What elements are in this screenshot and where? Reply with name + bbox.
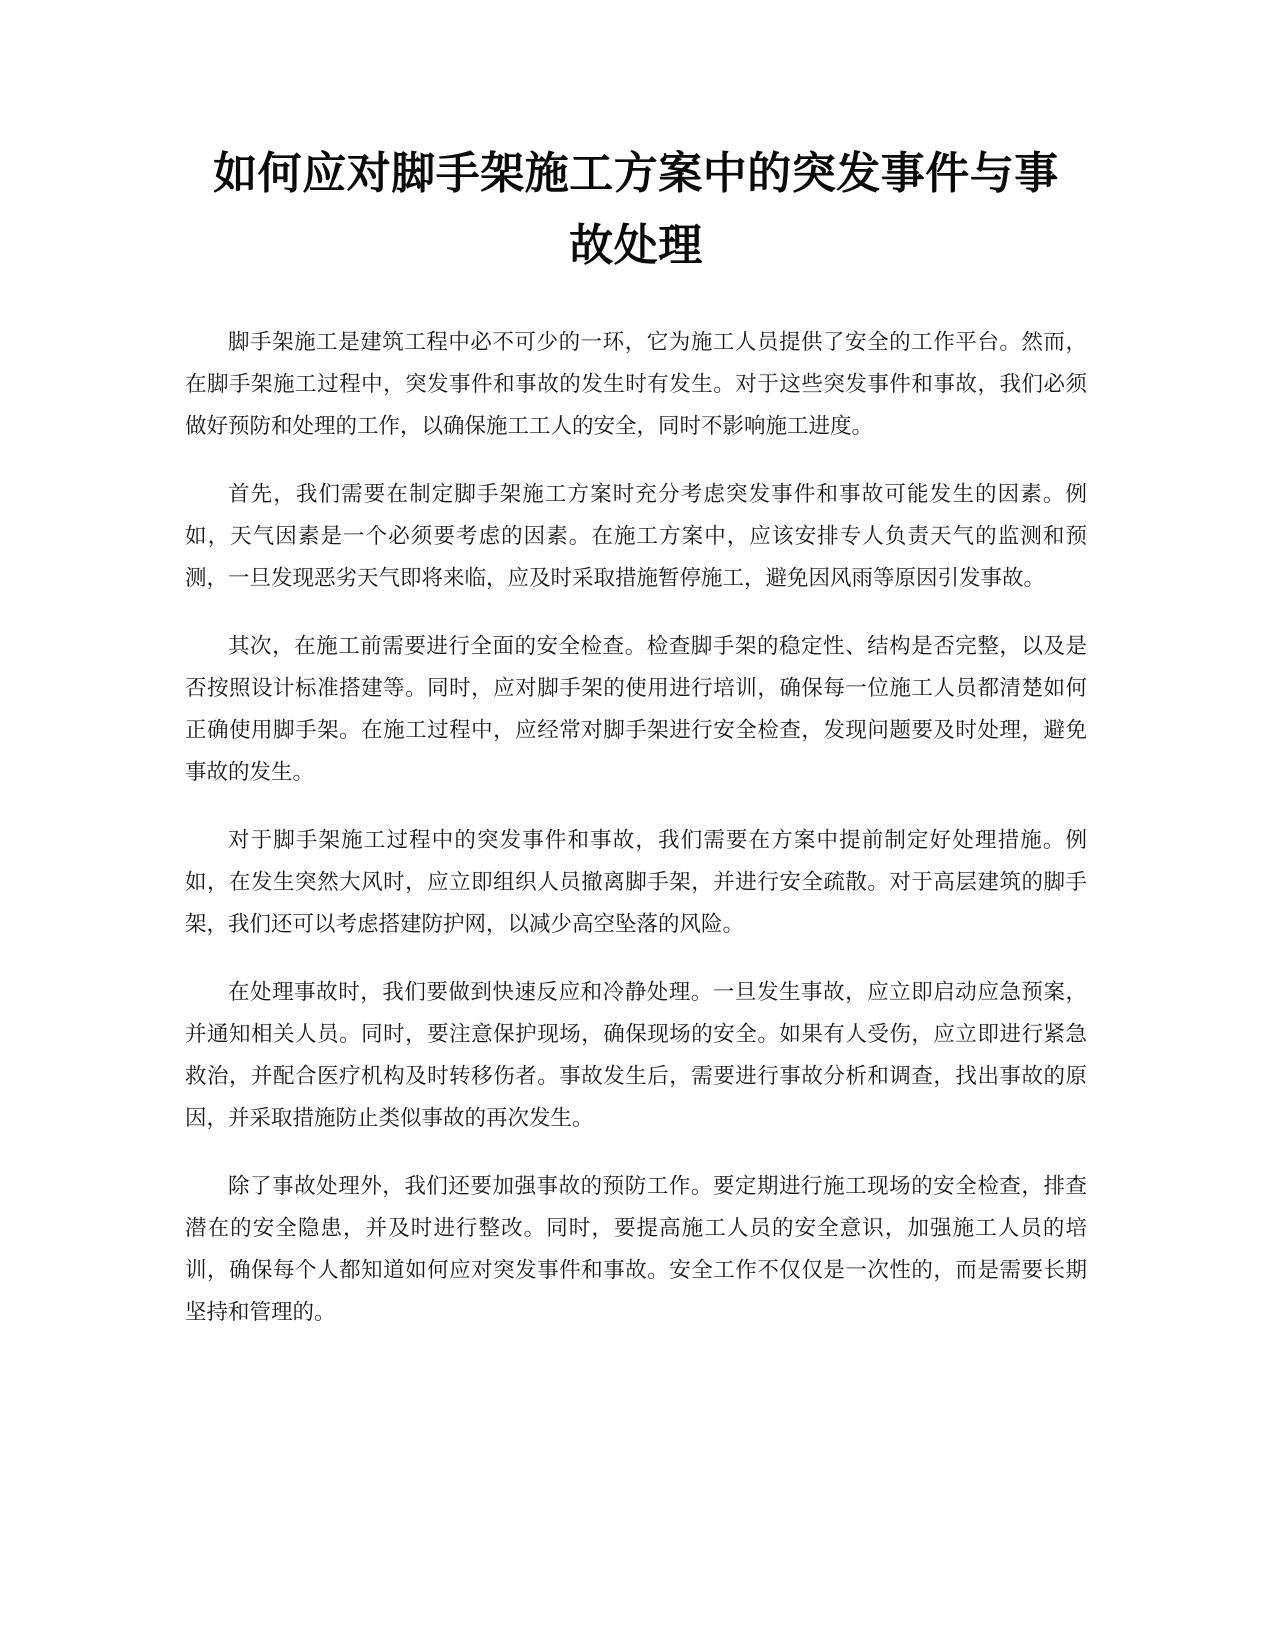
document-body — [185, 322, 1087, 1360]
paragraph-second: 其次，在施工前需要进行全面的安全检查。检查脚手架的稳定性、结构是否完整，以及是否按照设计标准搭建等。同时，应对脚手架的使用进行培训，确保每一位施工人员都清楚如何正确使用脚手架。在施工过程中，应经常对脚手架进行安全检查，发现问题要及时处理，避免事故的发生。 — [185, 634, 1087, 785]
paragraph-handling-measures: 对于脚手架施工过程中的突发事件和事故，我们需要在方案中提前制定好处理措施。例如，在发生突然大风时，应立即组织人员撤离脚手架，并进行安全疏散。对于高层建筑的脚手架，我们还可以考虑搭建防护网，以减少高空坠落的风险。 — [185, 828, 1087, 937]
document-title — [180, 138, 1092, 282]
title-line-2: 故处理 — [569, 220, 703, 271]
paragraph-accident-response: 在处理事故时，我们要做到快速反应和冷静处理。一旦发生事故，应立即启动应急预案，并通知相关人员。同时，要注意保护现场，确保现场的安全。如果有人受伤，应立即进行紧急救治，并配合医疗机构及时转移伤者。事故发生后，需要进行事故分析和调查，找出事故的原因，并采取措施防止类似事故的再次发生。 — [185, 980, 1087, 1131]
paragraph-intro: 脚手架施工是建筑工程中必不可少的一环，它为施工人员提供了安全的工作平台。然而，在脚手架施工过程中，突发事件和事故的发生时有发生。对于这些突发事件和事故，我们必须做好预防和处理的工作，以确保施工工人的安全，同时不影响施工进度。 — [185, 330, 1087, 439]
title-line-1: 如何应对脚手架施工方案中的突发事件与事 — [213, 148, 1059, 199]
paragraph-first: 首先，我们需要在制定脚手架施工方案时充分考虑突发事件和事故可能发生的因素。例如，天气因素是一个必须要考虑的因素。在施工方案中，应该安排专人负责天气的监测和预测，一旦发现恶劣天气即将来临，应及时采取措施暂停施工，避免因风雨等原因引发事故。 — [185, 482, 1087, 591]
paragraph-prevention: 除了事故处理外，我们还要加强事故的预防工作。要定期进行施工现场的安全检查，排查潜在的安全隐患，并及时进行整改。同时，要提高施工人员的安全意识，加强施工人员的培训，确保每个人都知道如何应对突发事件和事故。安全工作不仅仅是一次性的，而是需要长期坚持和管理的。 — [185, 1174, 1087, 1325]
